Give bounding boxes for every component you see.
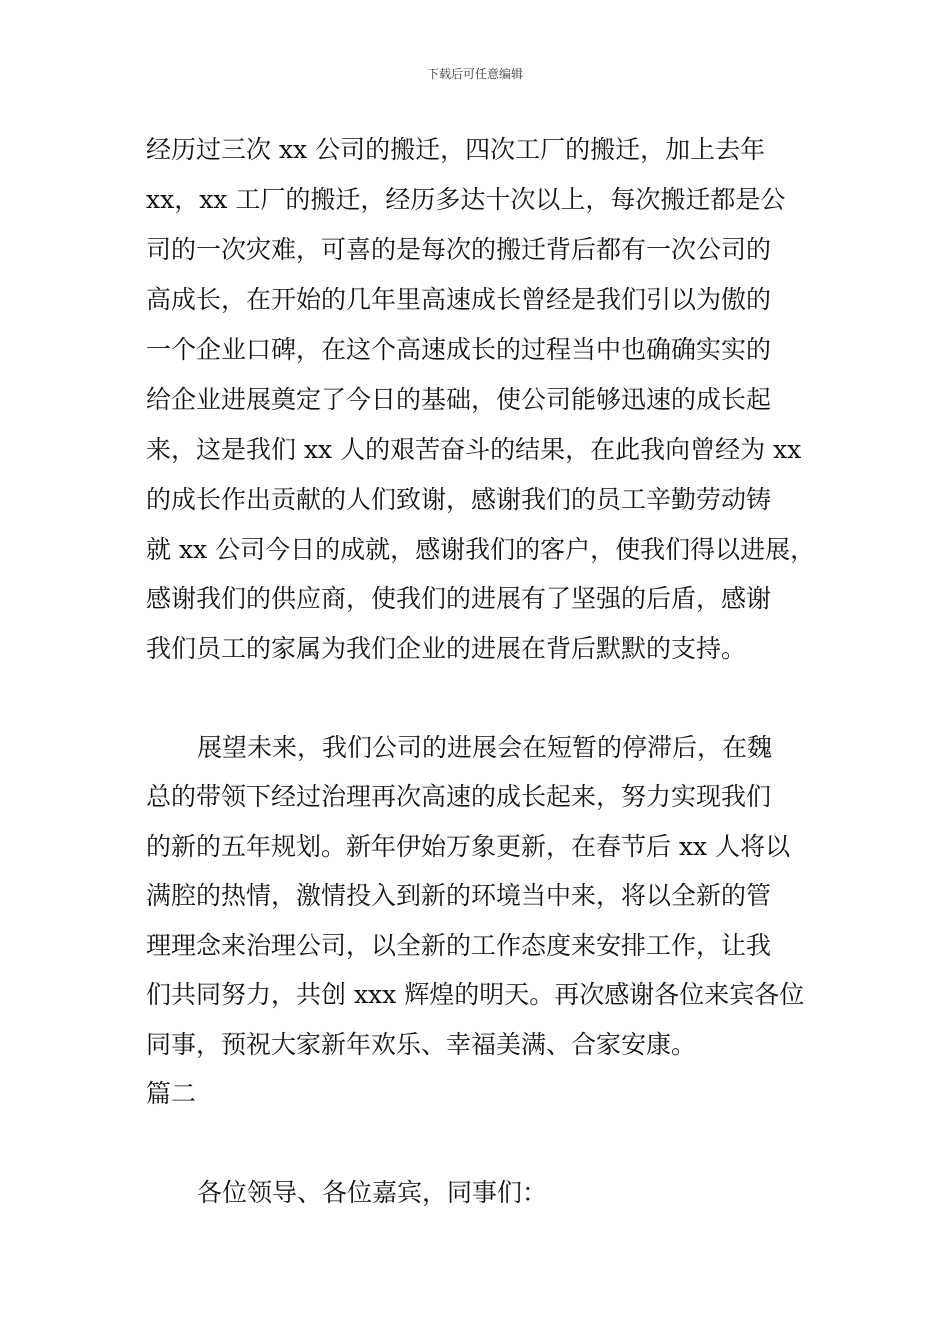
- paragraph-line: 经历过三次 xx 公司的搬迁，四次工厂的搬迁，加上去年: [146, 135, 766, 164]
- paragraph-line: 司的一次灾难，可喜的是每次的搬迁背后都有一次公司的: [146, 235, 772, 264]
- paragraph-line: 的新的五年规划。新年伊始万象更新，在春节后 xx 人将以: [146, 832, 791, 861]
- paragraph-line: 高成长，在开始的几年里高速成长曾经是我们引以为傲的: [146, 285, 772, 314]
- paragraph-line: 理理念来治理公司，以全新的工作态度来安排工作，让我: [146, 931, 772, 960]
- paragraph-line: 感谢我们的供应商，使我们的进展有了坚强的后盾，感谢: [146, 584, 772, 613]
- paragraph-line: 总的带领下经过治理再次高速的成长起来，努力实现我们: [146, 782, 772, 811]
- page-header: 下载后可任意编辑: [426, 67, 523, 81]
- paragraph-line: 满腔的热情，激情投入到新的环境当中来，将以全新的管: [146, 881, 772, 910]
- paragraph-line: 们共同努力，共创 xxx 辉煌的明天。再次感谢各位来宾各位: [146, 980, 805, 1009]
- paragraph-line: xx，xx 工厂的搬迁，经历多达十次以上，每次搬迁都是公: [146, 185, 786, 214]
- paragraph-line: 就 xx 公司今日的成就，感谢我们的客户，使我们得以进展，: [146, 535, 816, 564]
- paragraph-line: 给企业进展奠定了今日的基础，使公司能够迅速的成长起: [146, 385, 772, 414]
- paragraph-line: 来，这是我们 xx 人的艰苦奋斗的结果，在此我向曾经为 xx: [146, 435, 802, 464]
- paragraph-line: 一个企业口碑，在这个高速成长的过程当中也确确实实的: [146, 335, 772, 364]
- salutation: 各位领导、各位嘉宾，同事们：: [197, 1178, 548, 1207]
- paragraph-line: 同事，预祝大家新年欢乐、幸福美满、合家安康。: [146, 1030, 697, 1059]
- section-title: 篇二: [146, 1079, 197, 1108]
- paragraph-line: 展望未来，我们公司的进展会在短暂的停滞后，在魏: [197, 733, 773, 762]
- paragraph-line: 我们员工的家属为我们企业的进展在背后默默的支持。: [146, 634, 747, 663]
- paragraph-line: 的成长作出贡献的人们致谢，感谢我们的员工辛勤劳动铸: [146, 485, 772, 514]
